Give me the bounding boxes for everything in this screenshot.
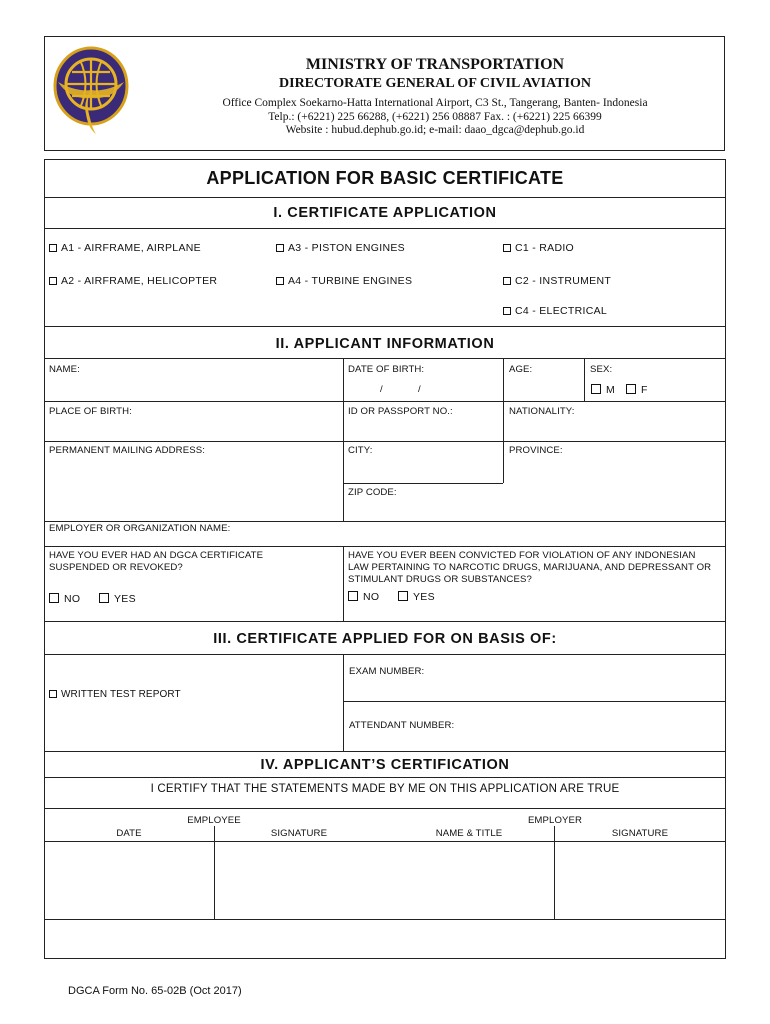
label-written-test: WRITTEN TEST REPORT	[61, 689, 181, 700]
checkbox-q1-no[interactable]	[49, 593, 80, 605]
label-yes: YES	[114, 593, 136, 605]
employee-signature-header: SIGNATURE	[270, 828, 328, 839]
checkbox-icon	[398, 591, 408, 601]
checkbox-a3[interactable]	[276, 242, 405, 254]
label-a3: A3 - PISTON ENGINES	[288, 242, 405, 254]
section-1-title: I. CERTIFICATE APPLICATION	[273, 205, 497, 221]
province-field[interactable]: PROVINCE:	[509, 445, 563, 456]
section-4-title: IV. APPLICANT’S CERTIFICATION	[260, 757, 510, 773]
certification-statement: I CERTIFY THAT THE STATEMENTS MADE BY ME ON THIS APPLICATION ARE TRUE	[150, 783, 620, 795]
label-c1: C1 - RADIO	[515, 242, 575, 254]
dob-slash: /	[418, 384, 421, 395]
checkbox-male[interactable]	[591, 384, 615, 396]
label-c2: C2 - INSTRUMENT	[515, 275, 612, 287]
label-a1: A1 - AIRFRAME, AIRPLANE	[61, 242, 201, 254]
mailing-address-field[interactable]: PERMANENT MAILING ADDRESS:	[49, 445, 205, 456]
employee-header: EMPLOYEE	[187, 815, 241, 826]
exam-number-field[interactable]: EXAM NUMBER:	[349, 666, 425, 677]
label-no: NO	[64, 593, 81, 605]
name-title-header: NAME & TITLE	[435, 828, 503, 839]
checkbox-c4[interactable]	[503, 305, 607, 317]
checkbox-icon	[503, 307, 511, 315]
checkbox-a4[interactable]	[276, 275, 412, 287]
checkbox-icon	[49, 690, 57, 698]
label-no: NO	[363, 591, 380, 603]
checkbox-icon	[276, 277, 284, 285]
label-female: F	[641, 384, 648, 396]
checkbox-icon	[49, 593, 59, 603]
name-field[interactable]: NAME:	[49, 364, 80, 375]
directorate-title: DIRECTORATE GENERAL OF CIVIL AVIATION	[279, 76, 591, 91]
label-male: M	[606, 384, 616, 396]
employer-header: EMPLOYER	[527, 815, 583, 826]
checkbox-female[interactable]	[626, 384, 648, 396]
checkbox-icon	[49, 277, 57, 285]
checkbox-icon	[276, 244, 284, 252]
label-a4: A4 - TURBINE ENGINES	[288, 275, 413, 287]
label-yes: YES	[413, 591, 435, 603]
label-a2: A2 - AIRFRAME, HELICOPTER	[61, 275, 218, 287]
place-of-birth-field[interactable]: PLACE OF BIRTH:	[49, 406, 132, 417]
checkbox-a2[interactable]	[49, 275, 217, 287]
dgca-emblem-icon	[52, 42, 130, 138]
checkbox-written-test[interactable]	[49, 689, 181, 700]
id-passport-field[interactable]: ID OR PASSPORT NO.:	[348, 406, 453, 417]
attendant-number-field[interactable]: ATTENDANT NUMBER:	[349, 720, 455, 731]
checkbox-icon	[99, 593, 109, 603]
label-c4: C4 - ELECTRICAL	[515, 305, 608, 317]
question-suspended: HAVE YOU EVER HAD AN DGCA CERTIFICATE SUSPENDED OR REVOKED?	[49, 550, 264, 573]
section-3-title: III. CERTIFICATE APPLIED FOR ON BASIS OF:	[213, 631, 557, 647]
dob-field[interactable]: DATE OF BIRTH:	[348, 364, 425, 375]
ministry-title: MINISTRY OF TRANSPORTATION	[305, 56, 565, 73]
checkbox-a1[interactable]	[49, 242, 201, 254]
form-number: DGCA Form No. 65-02B (Oct 2017)	[68, 985, 242, 997]
city-field[interactable]: CITY:	[348, 445, 373, 456]
nationality-field[interactable]: NATIONALITY:	[509, 406, 575, 417]
section-2-title: II. APPLICANT INFORMATION	[275, 336, 495, 352]
employee-signature-cell[interactable]	[214, 841, 384, 919]
employer-signature-cell[interactable]	[554, 841, 726, 919]
website-email: Website : hubud.dephub.go.id; e-mail: daao_dgca@dephub.go.id	[285, 124, 585, 136]
employer-signature-header: SIGNATURE	[611, 828, 669, 839]
checkbox-icon	[348, 591, 358, 601]
checkbox-c1[interactable]	[503, 242, 574, 254]
checkbox-q2-no[interactable]	[348, 591, 379, 603]
date-header: DATE	[116, 828, 142, 839]
office-address: Office Complex Soekarno-Hatta International Airport, C3 St., Tangerang, Banten- Indonesia	[222, 97, 648, 109]
checkbox-icon	[503, 244, 511, 252]
checkbox-c2[interactable]	[503, 275, 611, 287]
checkbox-q1-yes[interactable]	[99, 593, 136, 605]
form-title: APPLICATION FOR BASIC CERTIFICATE	[206, 168, 564, 188]
date-signature-cell[interactable]	[44, 841, 214, 919]
employer-field[interactable]: EMPLOYER OR ORGANIZATION NAME:	[49, 523, 231, 534]
checkbox-icon	[49, 244, 57, 252]
sex-field: SEX:	[590, 364, 613, 375]
phone-fax: Telp.: (+6221) 225 66288, (+6221) 256 08887 Fax. : (+6221) 225 66399	[268, 111, 602, 123]
question-convicted: HAVE YOU EVER BEEN CONVICTED FOR VIOLATION OF ANY INDONESIAN LAW PERTAINING TO NARCOTIC DRUGS, MARIJUANA, AND DEPRESSANT OR STIMULANT DRUGS OR SUBSTANCES?	[348, 550, 712, 585]
zip-code-field[interactable]: ZIP CODE:	[348, 487, 397, 498]
checkbox-icon	[626, 384, 636, 394]
age-field[interactable]: AGE:	[509, 364, 533, 375]
checkbox-q2-yes[interactable]	[398, 591, 435, 603]
employer-name-cell[interactable]	[384, 841, 554, 919]
dob-slash: /	[380, 384, 383, 395]
checkbox-icon	[591, 384, 601, 394]
checkbox-icon	[503, 277, 511, 285]
